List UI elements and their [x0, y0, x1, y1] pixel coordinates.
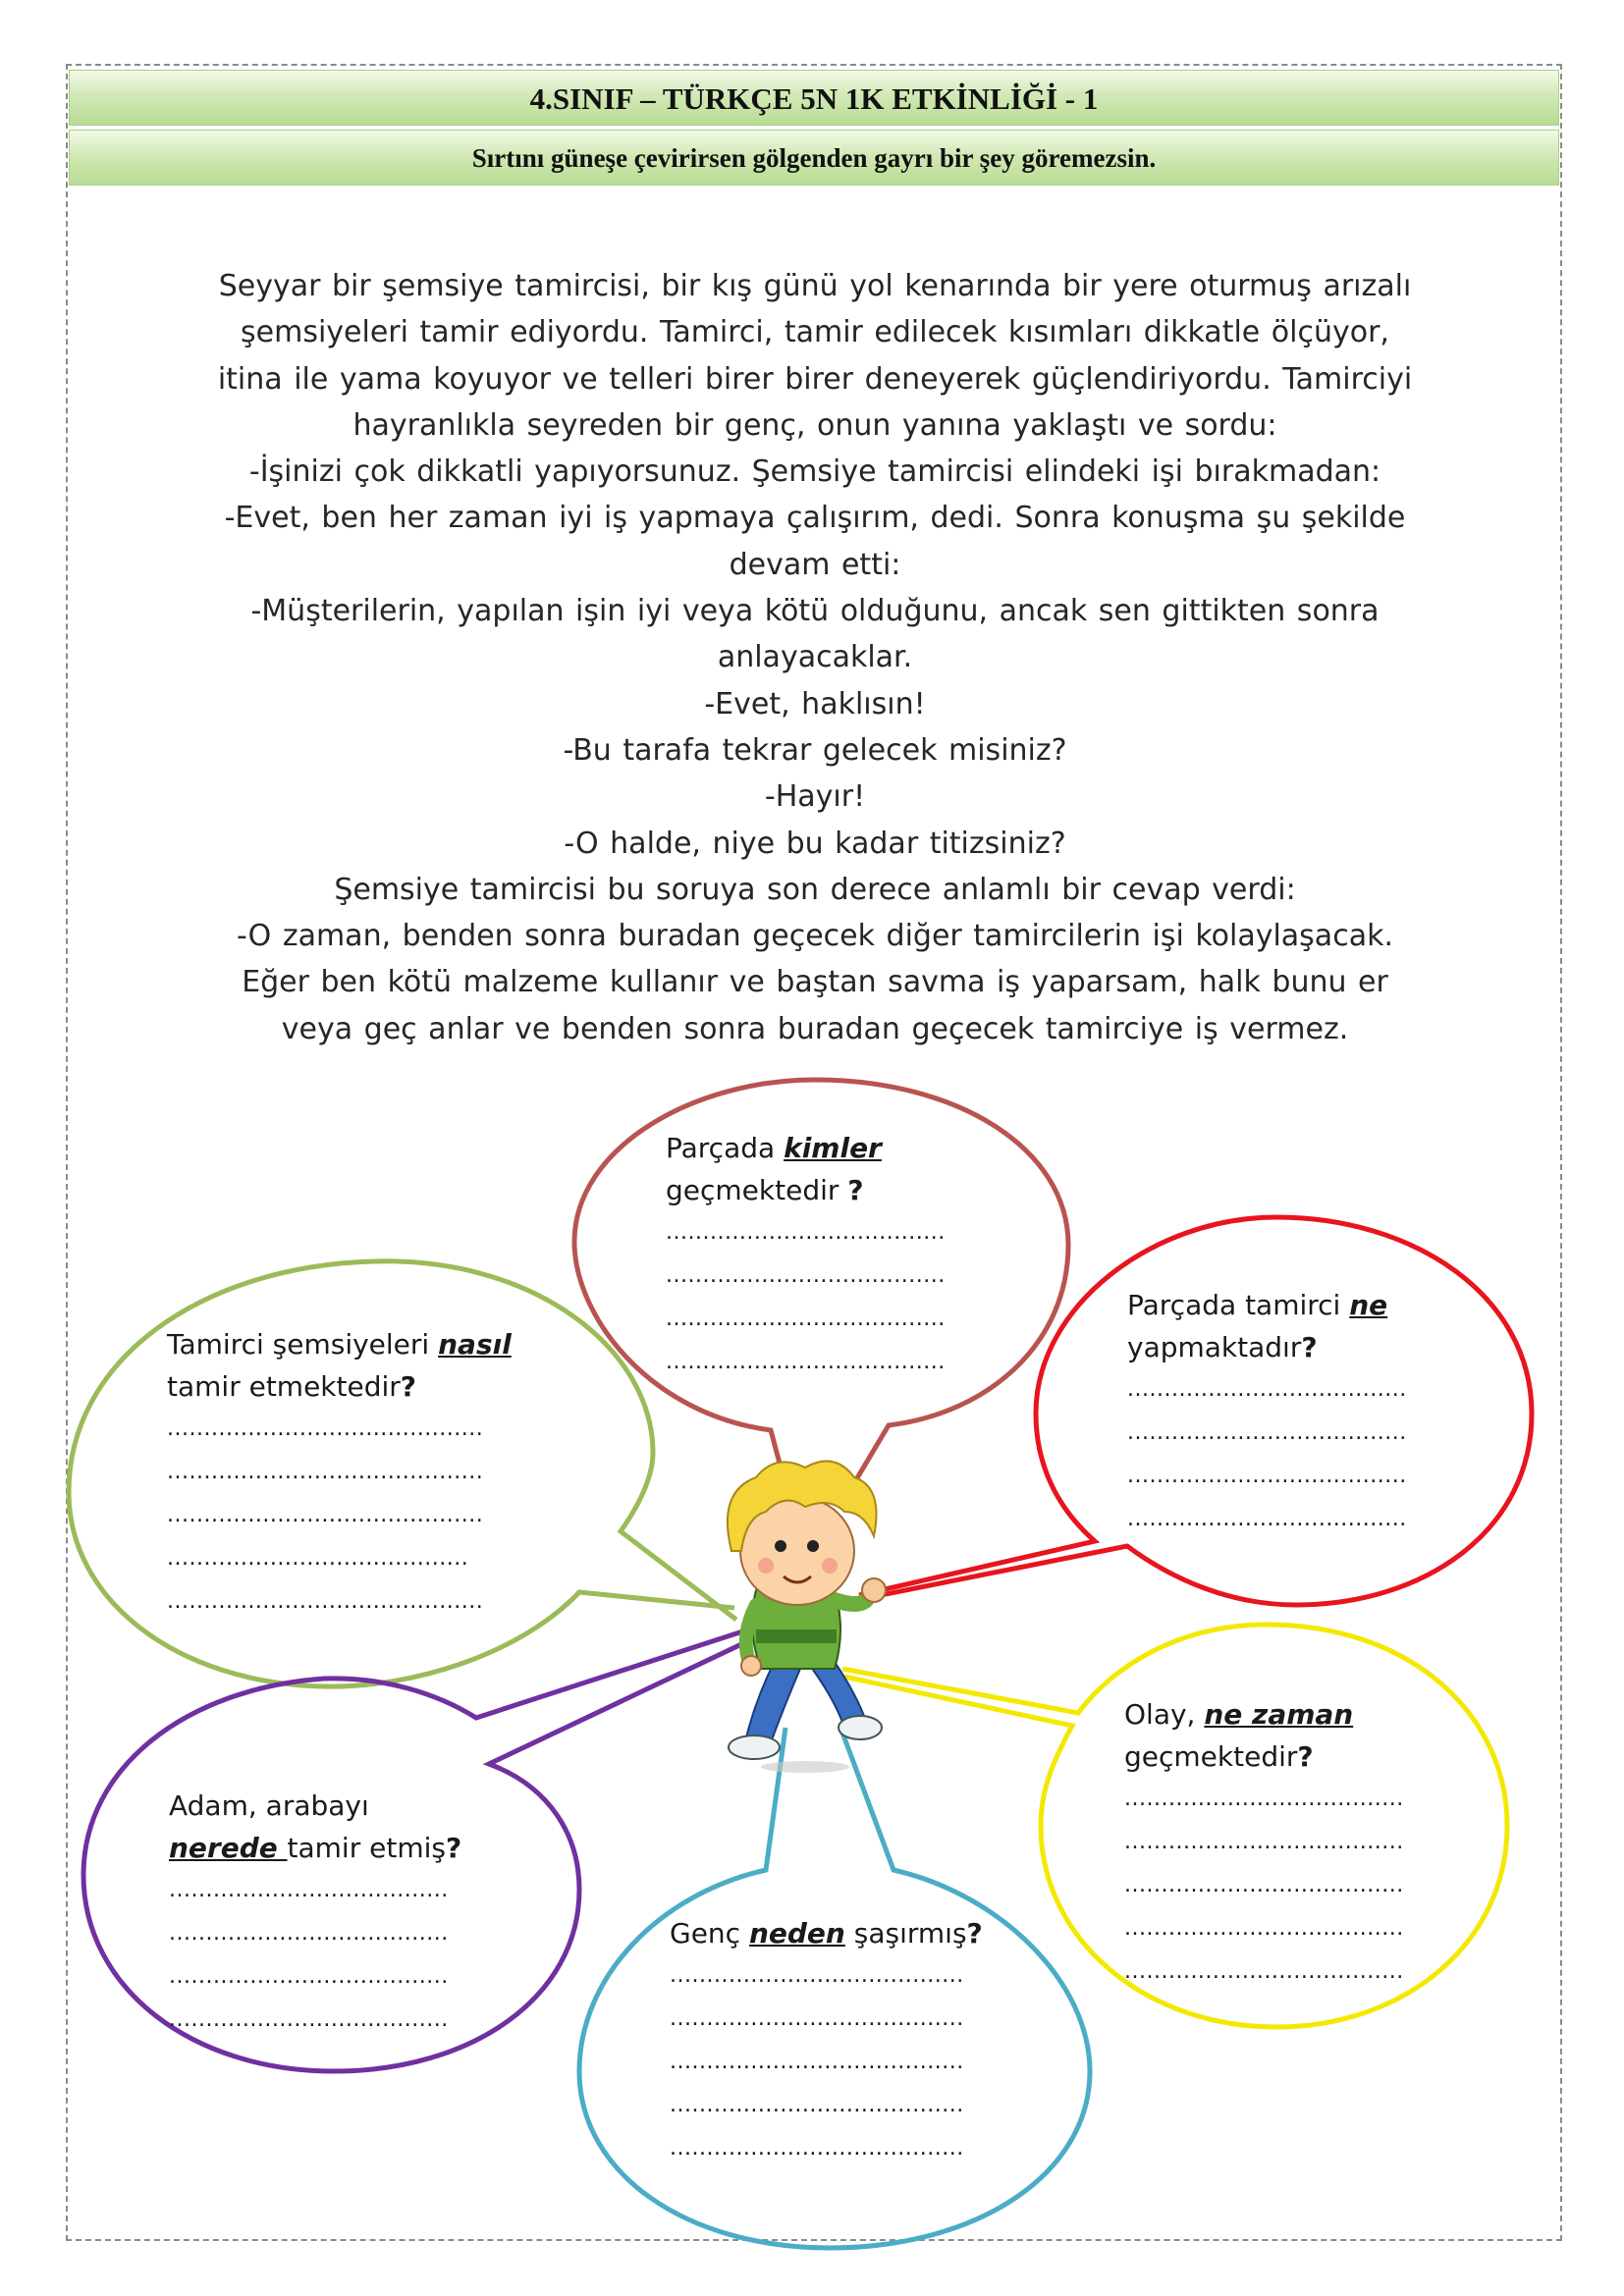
question-keyword: neden — [748, 1917, 845, 1949]
cartoon-boy-illustration — [728, 1461, 886, 1773]
question-keyword: kimler — [784, 1132, 882, 1164]
question-mark: ? — [847, 1174, 864, 1206]
story-line: -Evet, ben her zaman iyi iş yapmaya çalışırım, dedi. Sonra konuşma şu şekilde — [224, 501, 1406, 536]
answer-line[interactable]: ......................................... — [167, 1546, 469, 1571]
answer-line[interactable]: ........................................... — [167, 1589, 484, 1614]
answer-line[interactable]: ...................................... — [169, 1921, 449, 1946]
question-neden — [670, 1912, 1023, 2170]
answer-line[interactable]: ........................................ — [670, 2050, 964, 2074]
story-line: -O zaman, benden sonra buradan geçecek diğer tamircilerin işi kolaylaşacak. — [237, 919, 1393, 954]
story-line: şemsiyeleri tamir ediyordu. Tamirci, tamir edilecek kısımları dikkatle ölçüyor, — [241, 315, 1389, 350]
answer-line[interactable]: ...................................... — [169, 1878, 449, 1902]
question-mark: ? — [1297, 1740, 1314, 1773]
answer-line[interactable]: ...................................... — [666, 1350, 946, 1374]
answer-line[interactable]: ...................................... — [666, 1307, 946, 1331]
answer-line[interactable]: ...................................... — [1124, 1873, 1404, 1897]
answer-line[interactable]: ........................................ — [670, 2093, 964, 2117]
question-text: şaşırmış — [844, 1917, 967, 1949]
story-line: anlayacaklar. — [717, 640, 913, 675]
answer-line[interactable]: ...................................... — [1127, 1507, 1407, 1531]
question-mark: ? — [400, 1370, 417, 1403]
question-text: yapmaktadır — [1127, 1331, 1302, 1363]
answer-line[interactable]: ...................................... — [169, 1964, 449, 1989]
proverb-subtitle: Sırtını güneşe çevirirsen gölgenden gayrı bir şey göremezsin. — [69, 130, 1559, 186]
answer-line[interactable]: ...................................... — [666, 1263, 946, 1288]
question-text: Olay, — [1124, 1698, 1205, 1731]
answer-line[interactable]: ...................................... — [1124, 1787, 1404, 1811]
question-text: Genç — [670, 1917, 749, 1949]
question-nasil — [167, 1323, 560, 1624]
question-text: tamir etmiş — [287, 1832, 446, 1864]
question-text: Parçada — [666, 1132, 785, 1164]
worksheet-title: 4.SINIF – TÜRKÇE 5N 1K ETKİNLİĞİ - 1 — [69, 70, 1559, 126]
question-keyword: ne — [1349, 1289, 1388, 1321]
story-line: Eğer ben kötü malzeme kullanır ve baştan savma iş yaparsam, halk bunu er — [242, 965, 1388, 1000]
story-line: itina ile yama koyuyor ve telleri birer birer deneyerek güçlendiriyordu. Tamirciyi — [217, 361, 1413, 397]
story-line: -İşinizi çok dikkatli yapıyorsunuz. Şemsiye tamircisi elindeki işi bırakmadan: — [248, 454, 1381, 490]
answer-line[interactable]: ........................................... — [167, 1503, 484, 1527]
question-text: Adam, arabayı — [169, 1789, 369, 1822]
story-line: -Hayır! — [764, 779, 866, 815]
answer-line[interactable]: ........................................ — [670, 2136, 964, 2161]
answer-line[interactable]: ........................................... — [167, 1416, 484, 1441]
story-line: -O halde, niye bu kadar titizsiniz? — [564, 826, 1066, 861]
answer-line[interactable]: ...................................... — [1127, 1464, 1407, 1488]
question-ne-zaman — [1124, 1693, 1458, 1994]
question-mark: ? — [1301, 1331, 1318, 1363]
question-text: geçmektedir — [666, 1174, 848, 1206]
answer-line[interactable]: ...................................... — [169, 2007, 449, 2032]
story-line: veya geç anlar ve benden sonra buradan geçecek tamirciye iş vermez. — [281, 1011, 1349, 1046]
answer-line[interactable]: ........................................ — [670, 1963, 964, 1988]
question-mark: ? — [445, 1832, 462, 1864]
question-mark: ? — [966, 1917, 983, 1949]
story-line: devam etti: — [729, 547, 901, 582]
story-line: -Bu tarafa tekrar gelecek misiniz? — [563, 732, 1067, 768]
answer-line[interactable]: ...................................... — [666, 1220, 946, 1245]
question-nerede — [169, 1785, 522, 2042]
question-keyword: nerede — [169, 1832, 288, 1864]
question-text: tamir etmektedir — [167, 1370, 401, 1403]
answer-line[interactable]: ...................................... — [1124, 1916, 1404, 1941]
question-ne — [1127, 1284, 1461, 1541]
question-keyword: nasıl — [438, 1328, 512, 1361]
answer-line[interactable]: ...................................... — [1127, 1420, 1407, 1445]
story-line: -Müşterilerin, yapılan işin iyi veya kötü olduğunu, ancak sen gittikten sonra — [250, 594, 1380, 629]
answer-line[interactable]: ........................................ — [670, 2006, 964, 2031]
question-text: geçmektedir — [1124, 1740, 1298, 1773]
answer-line[interactable]: ...................................... — [1124, 1830, 1404, 1854]
answer-line[interactable]: ...................................... — [1127, 1377, 1407, 1402]
answer-line[interactable]: ...................................... — [1124, 1959, 1404, 1984]
story-line: -Evet, haklısın! — [704, 686, 926, 721]
question-kim — [666, 1127, 990, 1384]
story-line: Şemsiye tamircisi bu soruya son derece anlamlı bir cevap verdi: — [334, 872, 1296, 907]
question-text: Parçada tamirci — [1127, 1289, 1350, 1321]
question-keyword: ne zaman — [1204, 1698, 1354, 1731]
answer-line[interactable]: ........................................... — [167, 1460, 484, 1484]
story-line: Seyyar bir şemsiye tamircisi, bir kış günü yol kenarında bir yere oturmuş arızalı — [218, 269, 1412, 303]
story-line: hayranlıkla seyreden bir genç, onun yanına yaklaştı ve sordu: — [352, 407, 1277, 443]
question-text: Tamirci şemsiyeleri — [167, 1328, 439, 1361]
